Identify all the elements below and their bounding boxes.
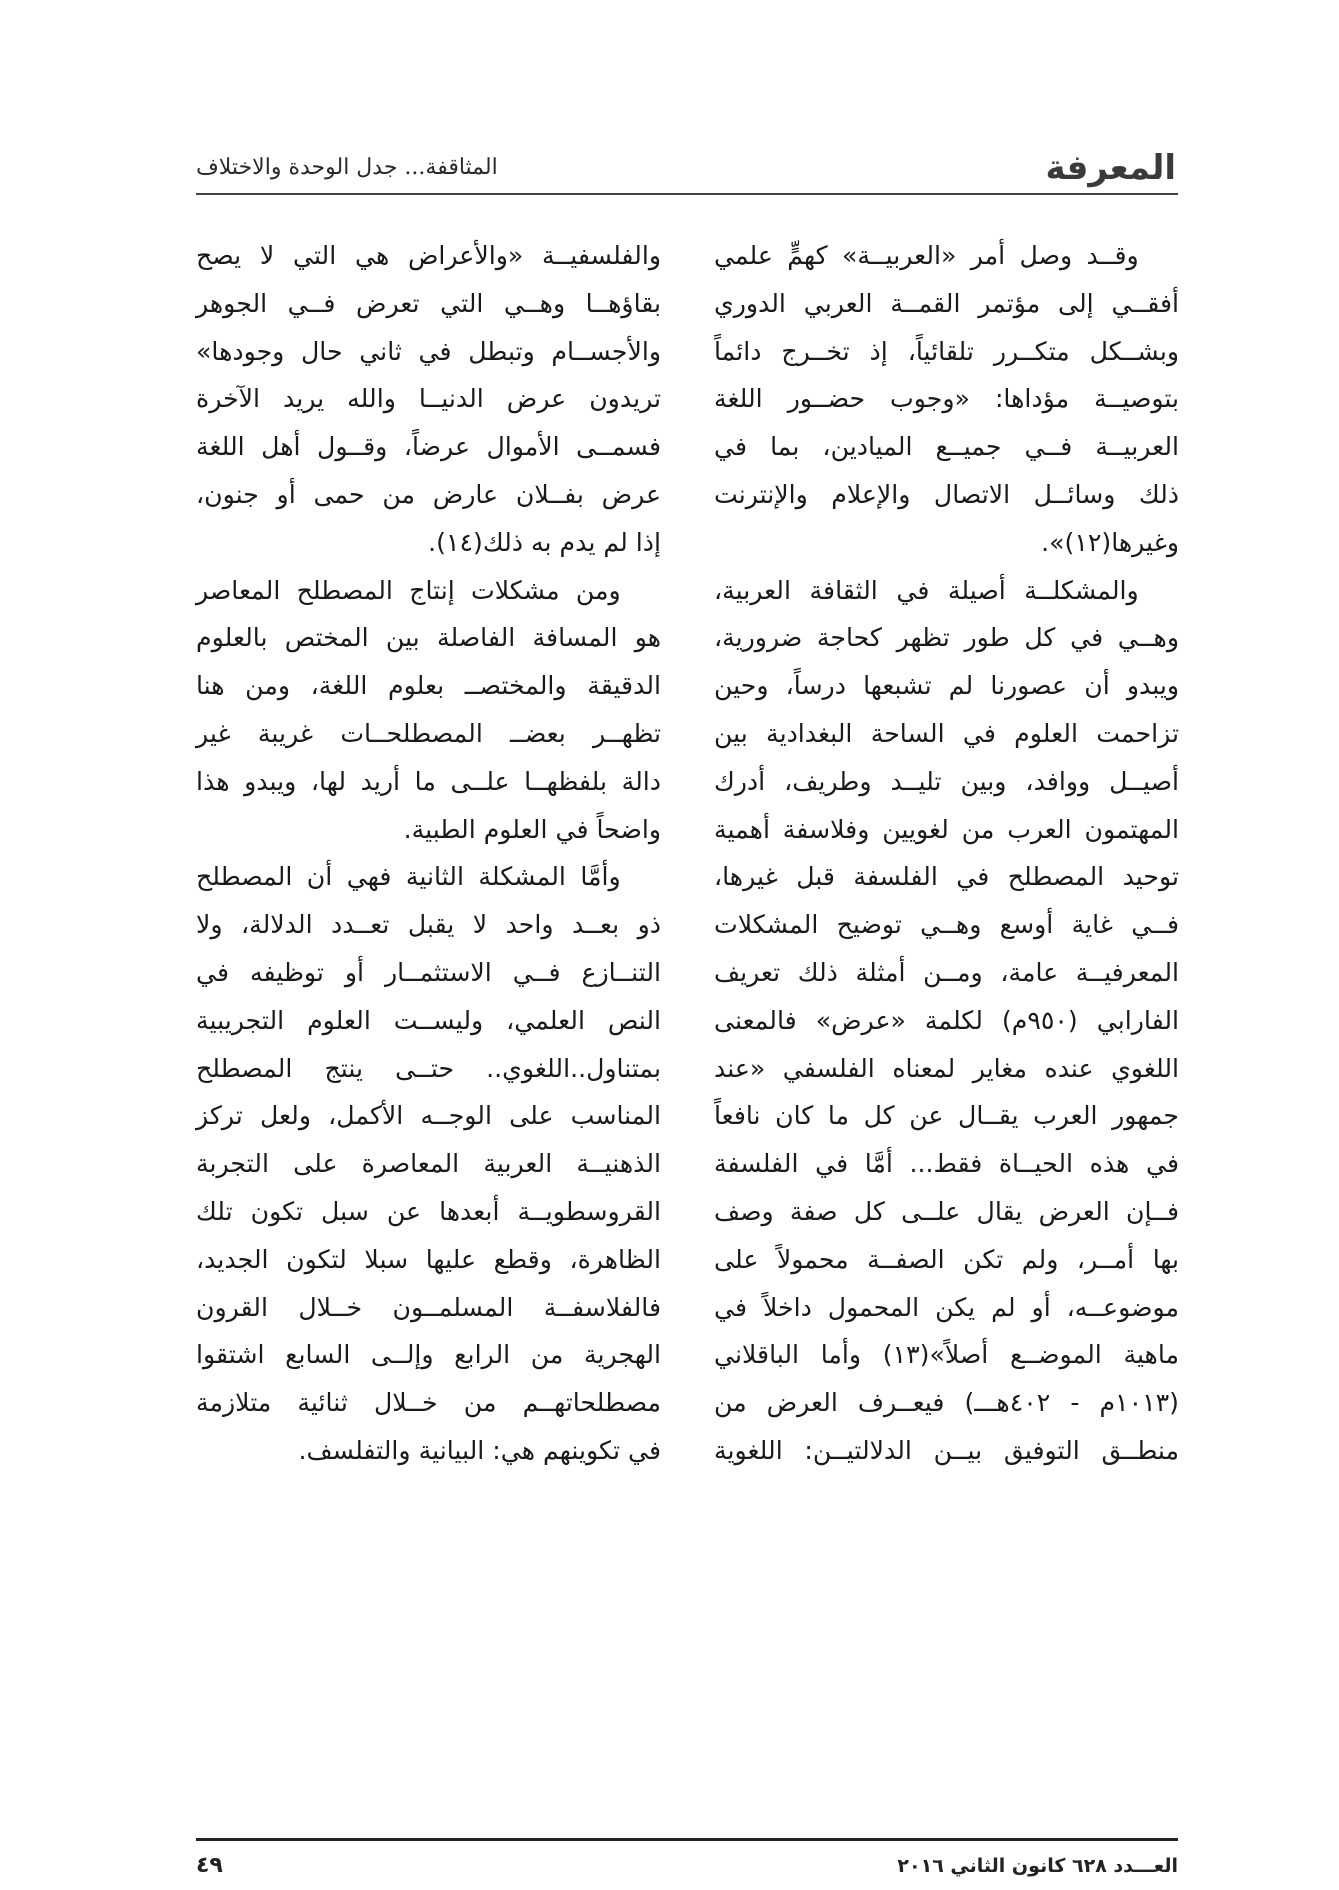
body-line: بتوصيــة مؤداها: «وجوب حضــور اللغة	[714, 384, 1179, 414]
magazine-logo: المعرفة	[1045, 148, 1176, 188]
body-line: عرض بفــلان عارض من حمى أو جنون،	[196, 479, 661, 509]
body-line: اللغوي عنده مغاير لمعناه الفلسفي «عند	[714, 1053, 1179, 1083]
body-line: القروسطويــة أبعدها عن سبل تكون تلك	[196, 1196, 661, 1226]
body-line: وأمَّا المشكلة الثانية فهي أن المصطلح	[196, 862, 621, 892]
running-title: المثاقفة... جدل الوحدة والاختلاف	[196, 155, 498, 180]
body-line: فــإن العرض يقال علــى كل صفة وصف	[714, 1196, 1179, 1226]
body-line: إذا لم يدم به ذلك(١٤).	[428, 527, 661, 557]
body-line: توحيد المصطلح في الفلسفة قبل غيرها،	[714, 862, 1179, 892]
body-line: بقاؤهــا وهــي التي تعرض فــي الجوهر	[196, 288, 661, 318]
body-line: ماهية الموضــع أصلاً»(١٣) وأما الباقلاني	[714, 1340, 1180, 1370]
body-line: ويبدو أن عصورنا لم تشبعها درساً، وحين	[714, 671, 1179, 701]
body-line: ومن مشكلات إنتاج المصطلح المعاصر	[196, 575, 621, 605]
body-line: دالة بلفظهــا علــى ما أريد لها، ويبدو هذا	[196, 766, 661, 796]
body-line: وقــد وصل أمر «العربيــة» كهمٍّ علمي	[714, 241, 1139, 270]
header-divider	[196, 193, 1178, 195]
body-line: والمشكلــة أصيلة في الثقافة العربية،	[714, 575, 1139, 605]
page-number: ٤٩	[196, 1853, 223, 1878]
body-line: التنــازع فــي الاستثمــار أو توظيفه في	[196, 957, 661, 987]
body-line: جمهور العرب يقــال عن كل ما كان نافعاً	[714, 1101, 1179, 1131]
body-line: الذهنيــة العربية المعاصرة على التجربة	[196, 1149, 661, 1179]
body-line: هو المسافة الفاصلة بين المختص بالعلوم	[196, 623, 661, 653]
body-line: والفلسفيــة «والأعراض هي التي لا يصح	[196, 241, 661, 270]
body-line: فسمــى الأموال عرضاً، وقــول أهل اللغة	[196, 432, 661, 462]
body-line: تريدون عرض الدنيــا والله يريد الآخرة	[196, 384, 661, 414]
body-line: مصطلحاتهــم من خــلال ثنائية متلازمة	[196, 1388, 661, 1418]
page-header	[196, 148, 1176, 188]
body-line: الدقيقة والمختصــ بعلوم اللغة، ومن هنا	[196, 671, 661, 701]
body-line: وبشــكل متكــرر تلقائياً، إذ تخــرج دائماً	[714, 336, 1179, 366]
body-line: تظهــر بعضــ المصطلحــات غريبة غير	[196, 718, 661, 748]
body-line: النص العلمي، وليســت العلوم التجريبية	[196, 1005, 661, 1035]
body-line: ذلك وسائــل الاتصال والإعلام والإنترنت	[714, 479, 1179, 509]
body-line: بها أمــر، ولم تكن الصفــة محمولاً على	[714, 1244, 1179, 1274]
body-line: وغيرها(١٢)».	[1041, 527, 1179, 557]
body-line: العربيــة فــي جميــع الميادين، بما في	[714, 432, 1179, 462]
body-line: فــي غاية أوسع وهــي توضيح المشكلات	[714, 910, 1179, 940]
body-line: المعرفيــة عامة، ومــن أمثلة ذلك تعريف	[714, 957, 1179, 987]
body-line: ذو بعــد واحد لا يقبل تعــدد الدلالة، ولا	[196, 910, 661, 940]
body-line: أصيــل ووافد، وبين تليــد وطريف، أدرك	[714, 766, 1179, 796]
body-line: المناسب على الوجــه الأكمل، ولعل تركز	[196, 1101, 661, 1131]
body-line: الظاهرة، وقطع عليها سبلا لتكون الجديد،	[196, 1244, 661, 1274]
body-line: المهتمون العرب من لغويين وفلاسفة أهمية	[714, 814, 1179, 844]
text-column-left	[196, 232, 661, 1475]
body-line: وهــي في كل طور تظهر كحاجة ضرورية،	[714, 623, 1179, 653]
text-column-right	[714, 232, 1179, 1475]
issue-info: العـــدد ٦٢٨ كانون الثاني ٢٠١٦	[897, 1855, 1178, 1877]
body-line: بمتناول..اللغوي.. حتــى ينتج المصطلح	[196, 1053, 661, 1083]
body-line: موضوعــه، أو لم يكن المحمول داخلاً في	[714, 1292, 1179, 1322]
body-line: الفارابي (٩٥٠م) لكلمة «عرض» فالمعنى	[714, 1005, 1179, 1035]
body-line: أفقــي إلى مؤتمر القمــة العربي الدوري	[714, 288, 1179, 318]
body-line: والأجســام وتبطل في ثاني حال وجودها»	[196, 336, 661, 366]
body-line: في تكوينهم هي: البيانية والتفلسف.	[298, 1435, 661, 1465]
body-line: في هذه الحيــاة فقط... أمَّا في الفلسفة	[714, 1149, 1179, 1179]
body-line: (١٠١٣م - ٤٠٢هـــ) فيعــرف العرض من	[714, 1388, 1179, 1418]
body-line: واضحاً في العلوم الطبية.	[403, 814, 661, 844]
body-line: الهجرية من الرابع وإلــى السابع اشتقوا	[196, 1340, 661, 1370]
footer-divider	[196, 1838, 1178, 1841]
body-line: منطــق التوفيق بيــن الدلالتيــن: اللغوية	[714, 1435, 1179, 1465]
body-line: فالفلاسفــة المسلمــون خــلال القرون	[196, 1292, 661, 1322]
body-line: تزاحمت العلوم في الساحة البغدادية بين	[714, 718, 1179, 748]
